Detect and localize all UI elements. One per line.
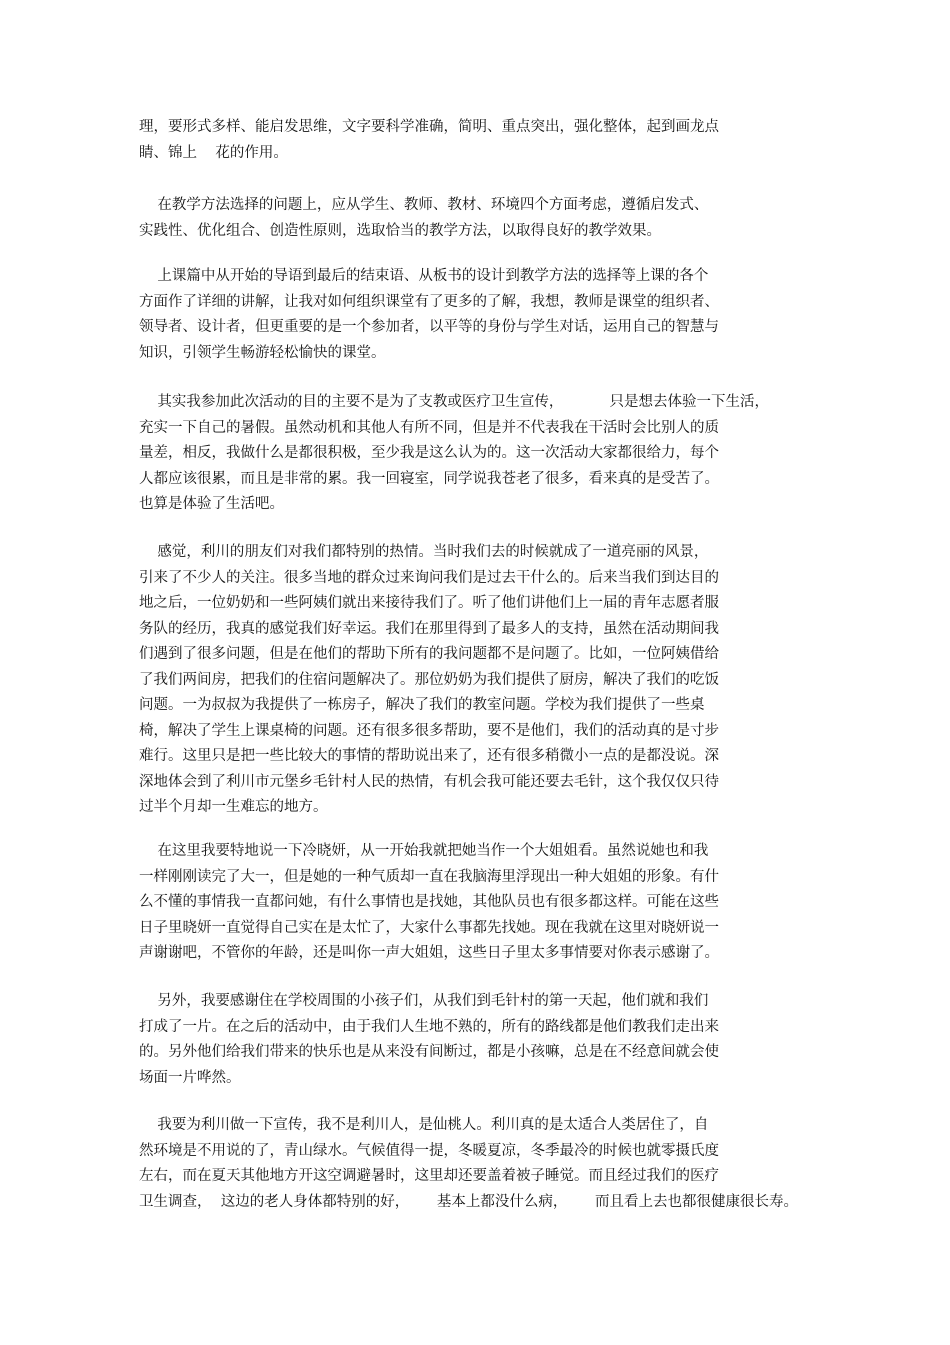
text-line: 的。另外他们给我们带来的快乐也是从来没有间断过，都是小孩嘛，总是在不经意间就会使 [139,1044,719,1060]
text-line: 领导者、设计者，但更重要的是一个参加者，以平等的身份与学生对话，运用自己的智慧与 [139,319,719,335]
text-line: 睛、锦上 花的作用。 [139,144,288,161]
text-line: 了我们两间房，把我们的住宿问题解决了。那位奶奶为我们提供了厨房，解决了我们的吃饭 [139,671,719,688]
text-line: 方面作了详细的讲解，让我对如何组织课堂有了更多的了解，我想，教师是课堂的组织者、 [139,293,719,310]
text-line: 一样刚刚读完了大一，但是她的一种气质却一直在我脑海里浮现出一种大姐姐的形象。有什 [139,868,719,885]
paragraph-7 [139,989,839,1091]
paragraph-2 [139,193,839,244]
text-line: 知识，引领学生畅游轻松愉快的课堂。 [139,344,386,361]
text-line: 们遇到了很多问题，但是在他们的帮助下所有的我问题都不是问题了。比如，一位阿姨借给 [139,646,719,662]
text-line: 上课篇中从开始的导语到最后的结束语、从板书的设计到教学方法的选择等上课的各个 [139,268,709,284]
text-line: 也算是体验了生活吧。 [139,496,284,512]
text-line: 然环境是不用说的了，青山绿水。气候值得一提，冬暖夏凉，冬季最冷的时候也就零摄氏度 [139,1142,719,1159]
text-line: 难行。这里只是把一些比较大的事情的帮助说出来了，还有很多稍微小一点的是都没说。深 [139,748,719,764]
text-line: 务队的经历，我真的感觉我们好幸运。我们在那里得到了最多人的支持，虽然在活动期间我 [139,620,719,637]
paragraph-5 [139,540,839,821]
text-line: 另外，我要感谢住在学校周围的小孩子们，从我们到毛针村的第一天起，他们就和我们 [139,993,709,1009]
text-line: 在这里我要特地说一下冷晓妍，从一开始我就把她当作一个大姐姐看。虽然说她也和我 [139,843,709,859]
text-line: 么不懂的事情我一直都问她，有什么事情也是找她，其他队员也有很多都这样。可能在这些 [139,894,719,910]
text-line: 问题。一为叔叔为我提供了一栋房子，解决了我们的教室问题。学校为我们提供了一些桌 [139,697,705,713]
paragraph-6 [139,839,839,967]
text-line: 人都应该很累，而且是非常的累。我一回寝室，同学说我苍老了很多，看来真的是受苦了。 [139,470,719,487]
paragraph-1 [139,115,839,166]
text-line: 椅，解决了学生上课桌椅的问题。还有很多很多帮助，要不是他们，我们的活动真的是寸步 [139,722,719,739]
text-line: 引来了不少人的关注。很多当地的群众过来询问我们是过去干什么的。后来当我们到达目的 [139,569,719,586]
text-line: 感觉，利川的朋友们对我们都特别的热情。当时我们去的时候就成了一道亮丽的风景， [139,544,709,560]
text-line: 深地体会到了利川市元堡乡毛针村人民的热情，有机会我可能还要去毛针，这个我仅仅只待 [139,773,719,790]
text-line: 我要为利川做一下宣传，我不是利川人，是仙桃人。利川真的是太适合人类居住了，自 [139,1117,709,1133]
paragraph-4 [139,390,839,518]
text-line: 左右，而在夏天其他地方开这空调避暑时，这里却还要盖着被子睡觉。而且经过我们的医疗 [139,1168,719,1184]
text-line: 过半个月却一生难忘的地方。 [139,799,328,815]
text-line: 在教学方法选择的问题上，应从学生、教师、教材、环境四个方面考虑，遵循启发式、 [139,197,709,213]
text-line: 其实我参加此次活动的目的主要不是为了支教或医疗卫生宣传， 只是想去体验一下生活， [139,394,770,410]
text-line: 实践性、优化组合、创造性原则，选取恰当的教学方法，以取得良好的教学效果。 [139,222,661,239]
text-line: 地之后，一位奶奶和一些阿姨们就出来接待我们了。听了他们讲他们上一届的青年志愿者服 [139,595,719,611]
text-line: 充实一下自己的暑假。虽然动机和其他人有所不同，但是并不代表我在干活时会比别人的质 [139,419,719,436]
text-line: 日子里晓妍一直觉得自己实在是太忙了，大家什么事都先找她。现在我就在这里对晓妍说一 [139,919,719,936]
text-line: 打成了一片。在之后的活动中，由于我们人生地不熟的，所有的路线都是他们教我们走出来 [139,1018,719,1035]
text-line: 声谢谢吧，不管你的年龄，还是叫你一声大姐姐，这些日子里太多事情要对你表示感谢了。 [139,945,719,961]
paragraph-8 [139,1113,839,1215]
text-line: 量差，相反，我做什么是都很积极，至少我是这么认为的。这一次活动大家都很给力，每个 [139,445,719,461]
text-line: 场面一片哗然。 [139,1069,241,1086]
text-line: 理，要形式多样、能启发思维，文字要科学准确，简明、重点突出，强化整体，起到画龙点 [139,119,719,135]
text-line: 卫生调查， 这边的老人身体都特别的好， 基本上都没什么病， 而且看上去也都很健康很长寿。 [139,1193,799,1210]
paragraph-3 [139,264,839,366]
